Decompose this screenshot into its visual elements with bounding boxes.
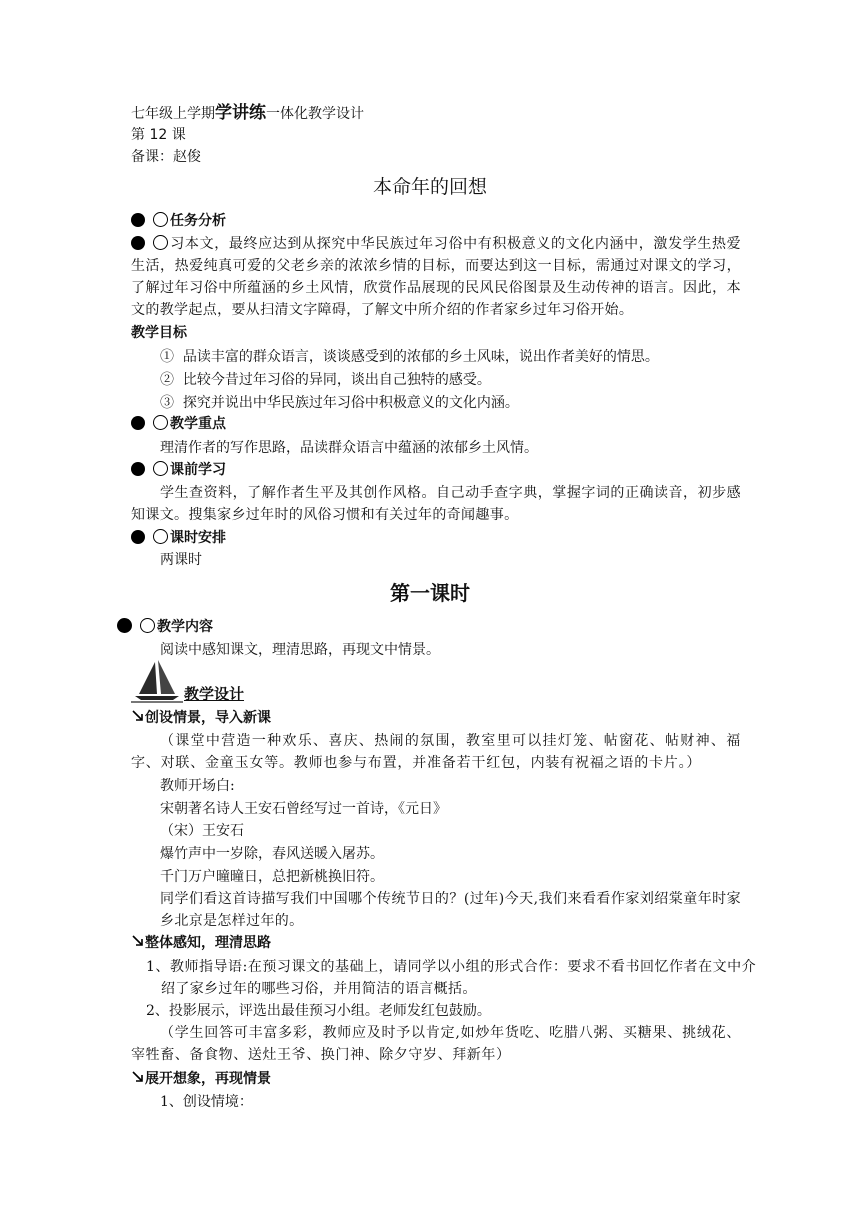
task-heading: 任务分析 — [131, 210, 226, 232]
bullet-icon — [131, 236, 145, 250]
circle-icon — [153, 461, 168, 476]
goal-item-1: ① 品读丰富的群众语言，谈谈感受到的浓郁的乡土风味，说出作者美好的情思。 — [160, 349, 659, 365]
intro-text: 宋朝著名诗人王安石曾经写过一首诗，《元日》 — [160, 801, 447, 817]
poem-line-1: 爆竹声中一岁除，春风送暖入屠苏。 — [160, 846, 384, 862]
step3-heading: 展开想象，再现情景 — [131, 1068, 271, 1090]
step1-heading: 创设情景，导入新课 — [131, 707, 271, 729]
step2-item-2: 2、投影展示，评选出最佳预习小组。老师发红包鼓励。 — [146, 1003, 491, 1019]
step2-heading: 整体感知，理清思路 — [131, 932, 271, 954]
circle-icon — [153, 235, 168, 250]
opening-label: 教师开场白: — [160, 778, 235, 794]
keypoints-text: 理清作者的写作思路，品读群众语言中蕴涵的浓郁乡土风情。 — [160, 440, 538, 456]
bullet-icon — [131, 213, 145, 227]
arrow-icon — [131, 1070, 145, 1084]
poem-line-2: 千门万户曈曈日，总把新桃换旧符。 — [160, 869, 384, 885]
goal-item-2: ② 比较今昔过年习俗的异同，谈出自己独特的感受。 — [160, 372, 491, 388]
section-title: 第一课时 — [390, 581, 470, 605]
circle-icon — [140, 618, 155, 633]
header-design: 一体化教学设计 — [266, 106, 364, 122]
arrow-icon — [131, 709, 145, 723]
preparer: 备课：赵俊 — [131, 149, 201, 165]
preview-heading: 课前学习 — [131, 459, 226, 481]
schedule-text: 两课时 — [160, 552, 202, 568]
header-term: 七年级上学期 — [131, 106, 215, 122]
circle-icon — [153, 529, 168, 544]
task-paragraph: 习本文，最终应达到从探究中华民族过年习俗中有积极意义的文化内涵中，激发学生热爱生活，热爱纯真可爱的父老乡亲的浓浓乡情的目标，而要达到这一目标，需通过对课文的学习，了解过年习俗中所蕴涵的乡土风情，欣赏作品展现的民风民俗图景及生动传神的语言。因此，本文的教学起点，要从扫清文字障碍，了解文中所介绍的作者家乡过年习俗开始。 — [131, 236, 741, 318]
step3-item-1: 1、创设情境： — [160, 1094, 253, 1110]
content-text: 阅读中感知课文，理清思路，再现文中情景。 — [160, 642, 440, 658]
circle-icon — [153, 415, 168, 430]
arrow-icon — [131, 934, 145, 948]
header-method: 学讲练 — [215, 103, 266, 123]
keypoints-heading: 教学重点 — [131, 413, 226, 435]
bullet-icon — [131, 530, 145, 544]
schedule-heading: 课时安排 — [131, 527, 226, 549]
goal-item-3: ③ 探究并说出中华民族过年习俗中积极意义的文化内涵。 — [160, 395, 519, 411]
step2-note: （学生回答可丰富多彩，教师应及时予以肯定,如炒年货吃、吃腊八粥、买糖果、挑绒花、宰牲畜、备食物、送灶王爷、换门神、除夕守岁、拜新年） — [131, 1025, 741, 1063]
content-heading: 教学内容 — [117, 616, 213, 638]
circle-icon — [153, 212, 168, 227]
step2-item-1: 1、教师指导语:在预习课文的基础上，请同学以小组的形式合作：要求不看书回忆作者在文中介绍了家乡过年的哪些习俗，并用简洁的语言概括。 — [146, 959, 756, 997]
page-title: 本命年的回想 — [372, 176, 487, 198]
sailboat-icon — [131, 658, 183, 704]
bullet-icon — [131, 462, 145, 476]
lesson-number: 第 12 课 — [131, 127, 186, 143]
bullet-icon — [131, 416, 145, 430]
header-line — [131, 102, 364, 125]
poet-line: （宋）王安石 — [160, 823, 244, 839]
goals-heading: 教学目标 — [131, 325, 187, 341]
question-text: 同学们看这首诗描写我们中国哪个传统节日的？(过年)今天,我们来看看作家刘绍棠童年时家乡北京是怎样过年的。 — [160, 891, 741, 929]
step1-note: （课堂中营造一种欢乐、喜庆、热闹的氛围，教室里可以挂灯笼、帖窗花、帖财神、福字、对联、金童玉女等。教师也参与布置，并准备若干红包，内装有祝福之语的卡片。） — [131, 733, 741, 771]
preview-text: 学生查资料，了解作者生平及其创作风格。自己动手查字典，掌握字词的正确读音，初步感知课文。搜集家乡过年时的风俗习惯和有关过年的奇闻趣事。 — [131, 485, 741, 523]
bullet-icon — [117, 618, 132, 633]
design-heading: 教学设计 — [184, 685, 245, 703]
